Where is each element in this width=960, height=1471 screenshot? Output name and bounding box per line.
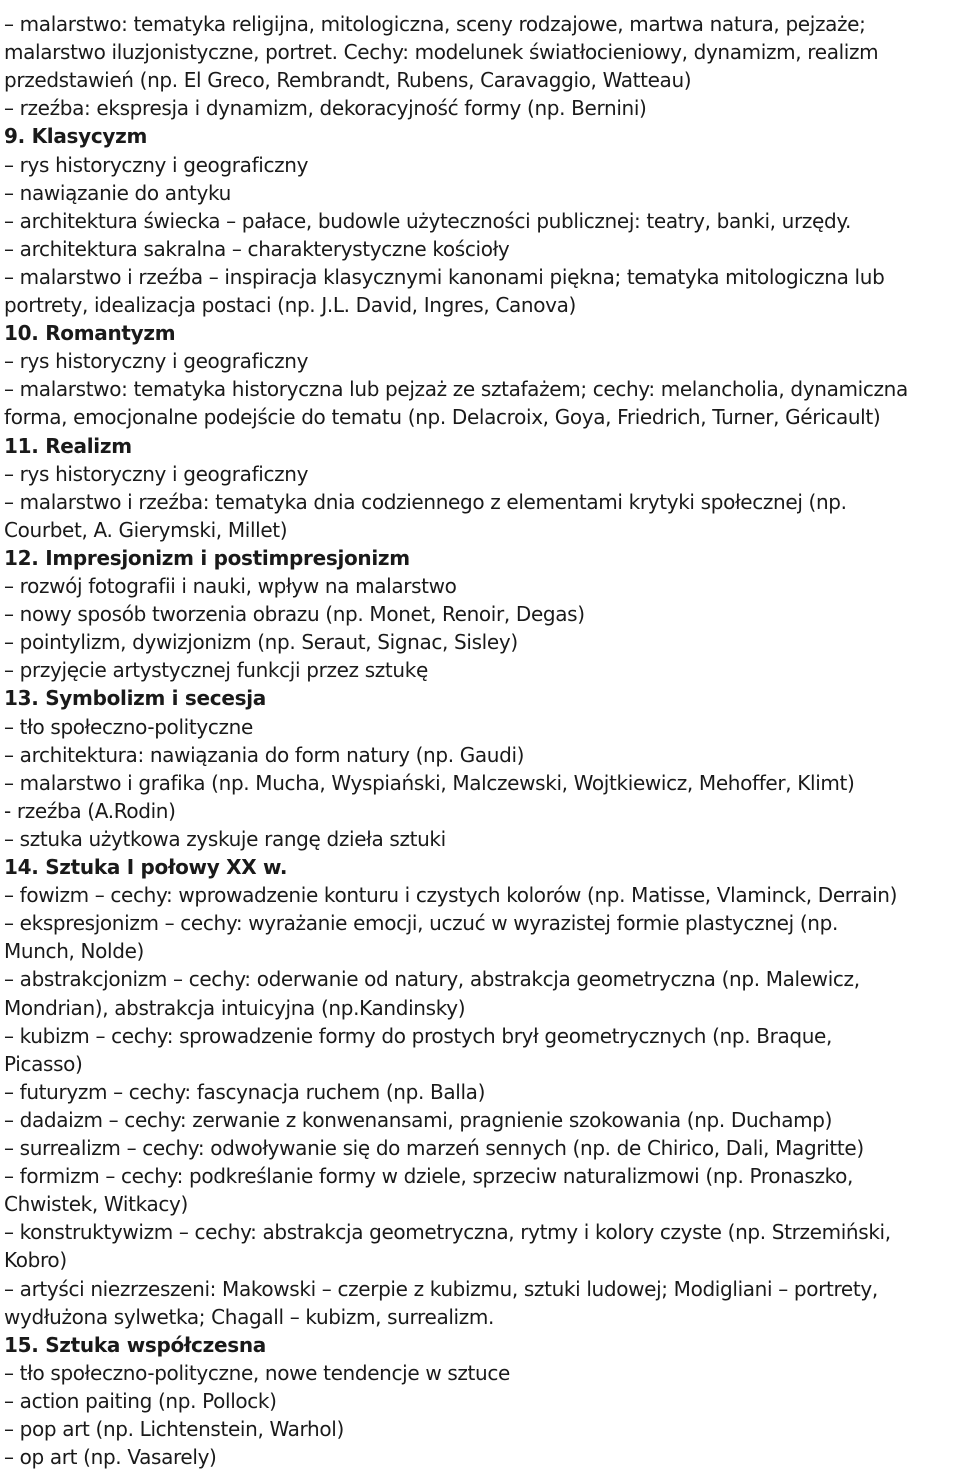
text-line: – malarstwo: tematyka religijna, mitologiczna, sceny rodzajowe, martwa natura, pejzaże;	[4, 12, 866, 36]
text-line: – nowy sposób tworzenia obrazu (np. Monet, Renoir, Degas)	[4, 602, 585, 627]
text-line: – nawiązanie do antyku	[4, 180, 231, 205]
text-line: – abstrakcjonizm – cechy: oderwanie od natury, abstrakcja geometryczna (np. Malewicz,	[4, 967, 860, 992]
text-line: – malarstwo: tematyka historyczna lub pejzaż ze sztafażem; cechy: melancholia, dynamiczna	[4, 377, 908, 402]
section-heading: 13. Symbolizm i secesja	[4, 686, 266, 711]
text-line: Munch, Nolde)	[4, 939, 145, 964]
text-line: – kubizm – cechy: sprowadzenie formy do prostych brył geometrycznych (np. Braque,	[4, 1023, 833, 1048]
text-line: – malarstwo i grafika (np. Mucha, Wyspiański, Malczewski, Wojtkiewicz, Mehoffer, Klimt)	[4, 770, 855, 795]
section-heading: 11. Realizm	[4, 433, 132, 458]
text-line: Chwistek, Witkacy)	[4, 1192, 188, 1217]
text-line: – architektura sakralna – charakterystyczne kościoły	[4, 236, 510, 261]
text-line: – rzeźba: ekspresja i dynamizm, dekoracyjność formy (np. Bernini)	[4, 96, 647, 121]
text-line: - rzeźba (A.Rodin)	[4, 798, 176, 823]
text-line: – dadaizm – cechy: zerwanie z konwenansami, pragnienie szokowania (np. Duchamp)	[4, 1107, 833, 1132]
text-line: – tło społeczno-polityczne	[4, 714, 253, 739]
text-line: – rozwój fotografii i nauki, wpływ na malarstwo	[4, 574, 457, 598]
section-heading: 9. Klasycyzm	[4, 124, 148, 149]
text-line: – konstruktywizm – cechy: abstrakcja geometryczna, rytmy i kolory czyste (np. Strzemiński,	[4, 1220, 891, 1245]
text-line: – architektura: nawiązania do form natury (np. Gaudi)	[4, 742, 525, 767]
text-line: – formizm – cechy: podkreślanie formy w dziele, sprzeciw naturalizmowi (np. Pronaszko,	[4, 1164, 854, 1189]
text-line: Kobro)	[4, 1248, 67, 1273]
text-line: – artyści niezrzeszeni: Makowski – czerpie z kubizmu, sztuki ludowej; Modigliani – portrety,	[4, 1276, 878, 1301]
text-line: portrety, idealizacja postaci (np. J.L. David, Ingres, Canova)	[4, 293, 576, 317]
text-line: – futuryzm – cechy: fascynacja ruchem (np. Balla)	[4, 1079, 486, 1104]
text-line: – op art (np. Vasarely)	[4, 1445, 217, 1470]
section-heading: 10. Romantyzm	[4, 321, 176, 346]
text-line: – rys historyczny i geograficzny	[4, 152, 309, 177]
section-heading: 12. Impresjonizm i postimpresjonizm	[4, 545, 410, 570]
text-line: – action paiting (np. Pollock)	[4, 1388, 277, 1413]
text-line: – tło społeczno-polityczne, nowe tendencje w sztuce	[4, 1360, 510, 1385]
text-line: – surrealizm – cechy: odwoływanie się do marzeń sennych (np. de Chirico, Dali, Magritte)	[4, 1136, 864, 1160]
text-line: – fowizm – cechy: wprowadzenie konturu i czystych kolorów (np. Matisse, Vlaminck, Derrain)	[4, 883, 898, 908]
text-line: – malarstwo i rzeźba: tematyka dnia codziennego z elementami krytyki społecznej (np.	[4, 489, 847, 514]
text-line: – pop art (np. Lichtenstein, Warhol)	[4, 1417, 344, 1441]
text-line: wydłużona sylwetka; Chagall – kubizm, surrealizm.	[4, 1304, 495, 1329]
text-line: – rys historyczny i geograficzny	[4, 349, 309, 374]
text-line: – przyjęcie artystycznej funkcji przez sztukę	[4, 658, 428, 683]
text-line: – rys historyczny i geograficzny	[4, 461, 309, 486]
text-line: Mondrian), abstrakcja intuicyjna (np.Kandinsky)	[4, 995, 466, 1020]
text-line: forma, emocjonalne podejście do tematu (np. Delacroix, Goya, Friedrich, Turner, Géricault)	[4, 405, 881, 430]
text-line: – ekspresjonizm – cechy: wyrażanie emocji, uczuć w wyrazistej formie plastycznej (np.	[4, 911, 838, 936]
text-line: Courbet, A. Gierymski, Millet)	[4, 517, 288, 542]
text-line: Picasso)	[4, 1051, 83, 1076]
text-line: – malarstwo i rzeźba – inspiracja klasycznymi kanonami piękna; tematyka mitologiczna lub	[4, 264, 885, 289]
text-line: przedstawień (np. El Greco, Rembrandt, Rubens, Caravaggio, Watteau)	[4, 68, 692, 93]
text-line: – architektura świecka – pałace, budowle użyteczności publicznej: teatry, banki, urzędy.	[4, 208, 851, 233]
section-heading: 15. Sztuka współczesna	[4, 1332, 266, 1357]
text-line: – pointylizm, dywizjonizm (np. Seraut, Signac, Sisley)	[4, 630, 518, 655]
text-line: – sztuka użytkowa zyskuje rangę dzieła sztuki	[4, 826, 446, 851]
section-heading: 14. Sztuka I połowy XX w.	[4, 855, 288, 879]
text-line: malarstwo iluzjonistyczne, portret. Cechy: modelunek światłocieniowy, dynamizm, realizm	[4, 40, 879, 65]
